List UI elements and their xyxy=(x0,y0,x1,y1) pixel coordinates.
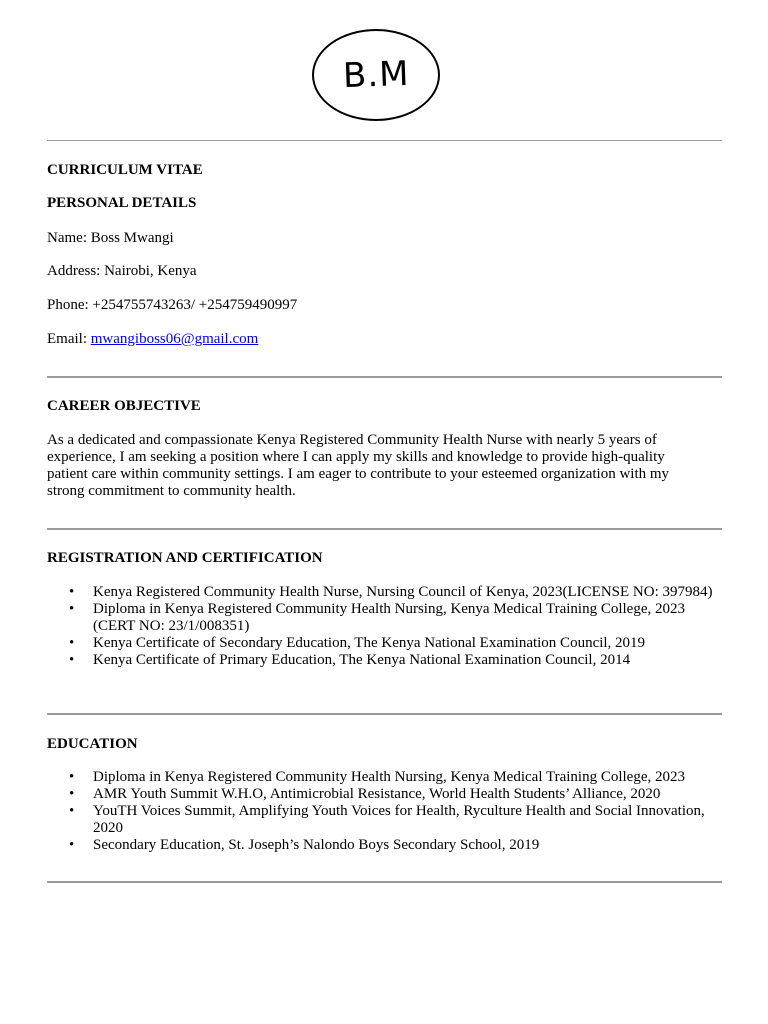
list-item: • Kenya Certificate of Secondary Education, The Kenya National Examination Council, 2019 xyxy=(47,635,722,652)
phone-line xyxy=(47,297,297,314)
list-item: • Diploma in Kenya Registered Community Health Nursing, Kenya Medical Training College, 2023 xyxy=(47,769,722,786)
career-objective-text xyxy=(47,432,707,500)
email-link[interactable]: mwangiboss06@gmail.com xyxy=(90,331,259,347)
phone-value: +254755743263/ +254759490997 xyxy=(92,297,298,313)
name-line xyxy=(47,230,174,247)
phone-label: Phone: xyxy=(47,297,93,313)
list-item: • Kenya Registered Community Health Nurse, Nursing Council of Kenya, 2023(LICENSE NO: 397984) xyxy=(47,584,722,601)
objective-line: experience, I am seeking a position where I can apply my skills and knowledge to provide high-quality xyxy=(47,449,665,465)
name-value: Boss Mwangi xyxy=(90,230,174,246)
education-heading: EDUCATION xyxy=(47,736,138,752)
monogram-text: B.M xyxy=(342,53,410,97)
address-line xyxy=(47,263,197,280)
registration-heading: REGISTRATION AND CERTIFICATION xyxy=(47,550,323,566)
objective-line: strong commitment to community health. xyxy=(47,483,296,499)
address-value: Nairobi, Kenya xyxy=(104,263,197,279)
list-item: • YouTH Voices Summit, Amplifying Youth Voices for Health, Ryculture Health and Social Innovation, 2020 xyxy=(47,803,722,837)
career-objective-heading: CAREER OBJECTIVE xyxy=(47,398,201,414)
monogram-logo xyxy=(312,29,440,121)
registration-list xyxy=(47,584,722,669)
list-item: • AMR Youth Summit W.H.O, Antimicrobial Resistance, World Health Students’ Alliance, 2020 xyxy=(47,786,722,803)
objective-line: patient care within community settings. I am eager to contribute to your esteemed organization with my xyxy=(47,466,670,482)
list-item: • Diploma in Kenya Registered Community Health Nursing, Kenya Medical Training College, 2023 (CERT NO: 23/1/008351) xyxy=(47,601,722,635)
name-label: Name: xyxy=(47,230,91,246)
divider xyxy=(47,376,722,378)
divider xyxy=(47,140,722,141)
education-list xyxy=(47,769,722,854)
email-label: Email: xyxy=(47,331,91,347)
list-item: • Secondary Education, St. Joseph’s Nalondo Boys Secondary School, 2019 xyxy=(47,837,722,854)
document-title: CURRICULUM VITAE xyxy=(47,162,203,178)
list-item: • Kenya Certificate of Primary Education, The Kenya National Examination Council, 2014 xyxy=(47,652,722,669)
personal-details-heading: PERSONAL DETAILS xyxy=(47,195,197,211)
divider xyxy=(47,528,722,530)
address-label: Address: xyxy=(47,263,105,279)
divider xyxy=(47,713,722,715)
email-line xyxy=(47,331,258,348)
objective-line: As a dedicated and compassionate Kenya Registered Community Health Nurse with nearly 5 years of xyxy=(47,432,657,448)
divider xyxy=(47,881,722,883)
